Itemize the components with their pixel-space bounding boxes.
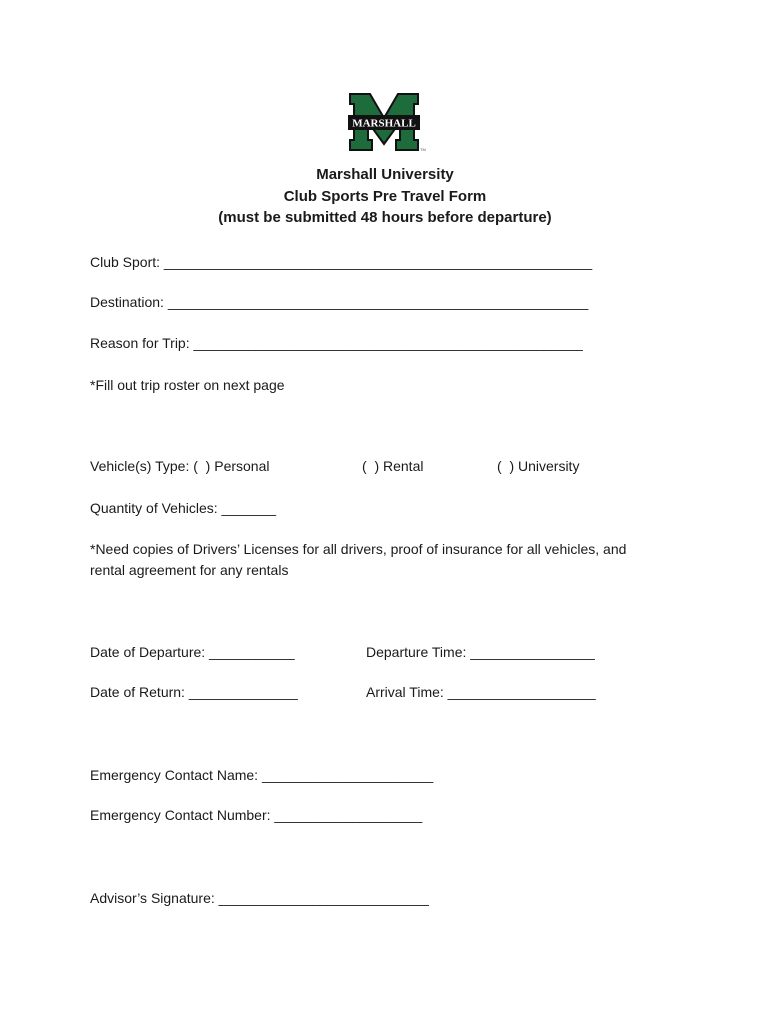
vehicle-type-rental[interactable]: ( ) Rental — [362, 458, 424, 474]
vehicle-type-university[interactable]: ( ) University — [497, 458, 580, 474]
license-note-line1: *Need copies of Drivers’ Licenses for all drivers, proof of insurance for all vehicles, and — [90, 541, 627, 557]
roster-note: *Fill out trip roster on next page — [90, 377, 285, 393]
form-title: Club Sports Pre Travel Form — [283, 188, 487, 205]
logo-wordmark: MARSHALL — [352, 117, 416, 130]
form-subtitle: (must be submitted 48 hours before departure) — [218, 209, 552, 226]
logo-tm: TM — [420, 147, 426, 152]
advisor-signature-field[interactable]: Advisor’s Signature: ___________________________ — [90, 890, 429, 906]
reason-field[interactable]: Reason for Trip: __________________________________________________ — [90, 335, 583, 351]
quantity-field[interactable]: Quantity of Vehicles: _______ — [90, 500, 277, 516]
arrival-time-field[interactable]: Arrival Time: ___________________ — [366, 684, 596, 700]
emergency-contact-number-field[interactable]: Emergency Contact Number: ___________________ — [90, 807, 423, 823]
departure-time-field[interactable]: Departure Time: ________________ — [366, 644, 595, 660]
form-institution: Marshall University — [316, 166, 454, 183]
marshall-logo — [348, 92, 428, 154]
return-date-field[interactable]: Date of Return: ______________ — [90, 684, 298, 700]
destination-field[interactable]: Destination: ______________________________________________________ — [90, 294, 589, 310]
club-sport-field[interactable]: Club Sport: _______________________________________________________ — [90, 254, 593, 270]
emergency-contact-name-field[interactable]: Emergency Contact Name: ______________________ — [90, 767, 434, 783]
vehicle-type-personal[interactable]: Vehicle(s) Type: ( ) Personal — [90, 458, 270, 474]
departure-date-field[interactable]: Date of Departure: ___________ — [90, 644, 295, 660]
license-note-line2: rental agreement for any rentals — [90, 562, 289, 578]
